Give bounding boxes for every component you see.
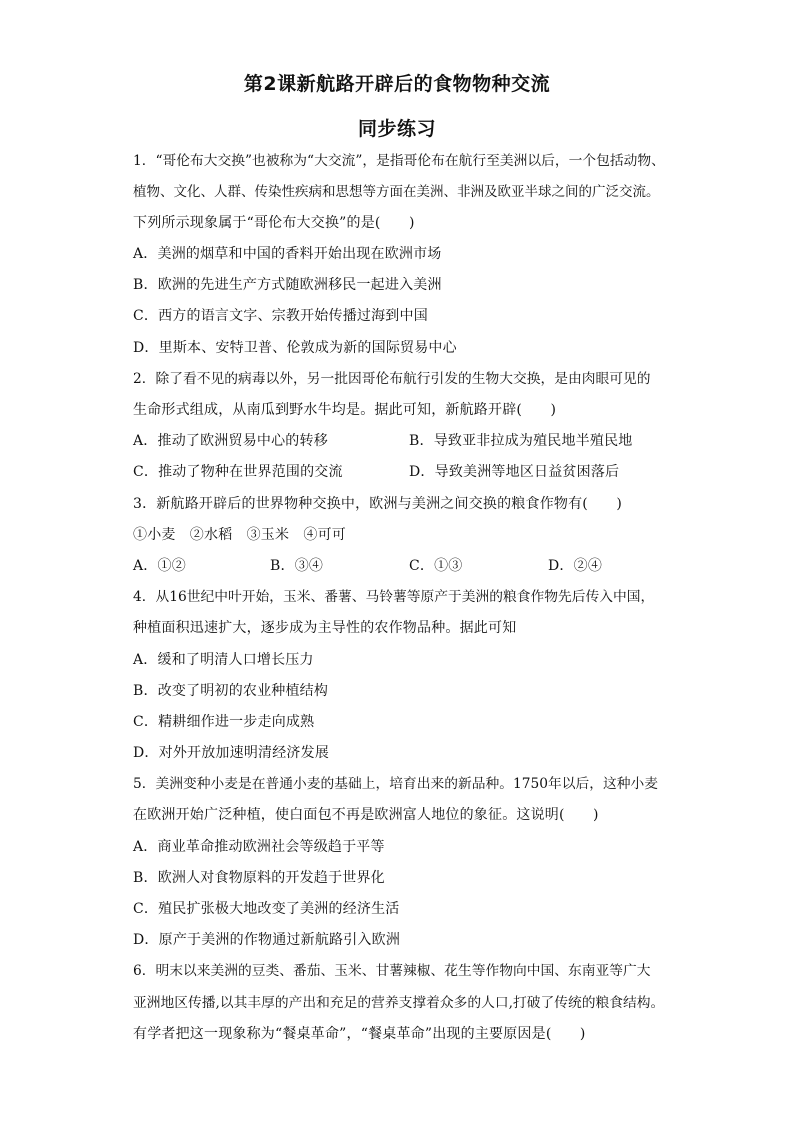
q1-option-d: D．里斯本、安特卫普、伦敦成为新的国际贸易中心 (133, 340, 457, 356)
q3-option-a: A．①② (133, 558, 186, 574)
q4-stem-line-2: 种植面积迅速扩大，逐步成为主导性的农作物品种。据此可知 (133, 620, 517, 636)
q5-option-c: C．殖民扩张极大地改变了美洲的经济生活 (133, 901, 400, 917)
q1-stem-line-1: 1．“哥伦布大交换”也被称为“大交流”，是指哥伦布在航行至美洲以后，一个包括动物、 (133, 153, 665, 169)
q2-stem-line-1: 2．除了看不见的病毒以外，另一批因哥伦布航行引发的生物大交换，是由肉眼可见的 (133, 371, 651, 387)
q6-stem-line-2: 亚洲地区传播,以其丰厚的产出和充足的营养支撑着众多的人口,打破了传统的粮食结构。 (133, 995, 665, 1011)
q1-option-c: C．西方的语言文字、宗教开始传播过海到中国 (133, 308, 428, 324)
q5-stem-line-1: 5．美洲变种小麦是在普通小麦的基础上，培育出来的新品种。1750年以后，这种小麦 (133, 776, 658, 792)
q3-option-c: C．①③ (409, 558, 463, 574)
q5-option-a: A．商业革命推动欧洲社会等级趋于平等 (133, 839, 385, 855)
q4-option-a: A．缓和了明清人口增长压力 (133, 652, 314, 668)
page-subtitle: 同步练习 (357, 118, 436, 140)
q5-option-b: B．欧洲人对食物原料的开发趋于世界化 (133, 870, 385, 886)
q6-stem-line-3: 有学者把这一现象称为“餐桌革命”，“餐桌革命”出现的主要原因是( ) (133, 1026, 586, 1042)
q3-option-b: B．③④ (270, 558, 324, 574)
q4-option-b: B．改变了明初的农业种植结构 (133, 683, 329, 699)
q5-option-d: D．原产于美洲的作物通过新航路引入欧洲 (133, 932, 401, 948)
q1-stem-line-3: 下列所示现象属于“哥伦布大交换”的是( ) (133, 215, 415, 231)
q4-stem-line-1: 4．从16世纪中叶开始，玉米、番薯、马铃薯等原产于美洲的粮食作物先后传入中国， (133, 589, 655, 605)
q2-option-b: B．导致亚非拉成为殖民地半殖民地 (409, 433, 633, 449)
q1-option-b: B．欧洲的先进生产方式随欧洲移民一起进入美洲 (133, 277, 442, 293)
q4-option-c: C．精耕细作进一步走向成熟 (133, 714, 315, 730)
page-title: 第2课新航路开辟后的食物物种交流 (243, 73, 551, 95)
q2-option-d: D．导致美洲等地区日益贫困落后 (409, 464, 620, 480)
q3-stem-line-2: ①小麦 ②水稻 ③玉米 ④可可 (133, 527, 346, 543)
q5-stem-line-2: 在欧洲开始广泛种植，使白面包不再是欧洲富人地位的象征。这说明( ) (133, 807, 599, 823)
q4-option-d: D．对外开放加速明清经济发展 (133, 745, 330, 761)
q2-option-c: C．推动了物种在世界范围的交流 (133, 464, 343, 480)
q1-option-a: A．美洲的烟草和中国的香料开始出现在欧洲市场 (133, 246, 442, 262)
q3-stem-line-1: 3．新航路开辟后的世界物种交换中，欧洲与美洲之间交换的粮食作物有( ) (133, 496, 623, 512)
q3-option-d: D．②④ (548, 558, 603, 574)
q2-stem-line-2: 生命形式组成，从南瓜到野水牛均是。据此可知，新航路开辟( ) (133, 402, 557, 418)
q6-stem-line-1: 6．明末以来美洲的豆类、番茄、玉米、甘薯辣椒、花生等作物向中国、东南亚等广大 (133, 963, 651, 979)
q1-stem-line-2: 植物、文化、人群、传染性疾病和思想等方面在美洲、非洲及欧亚半球之间的广泛交流。 (133, 184, 660, 200)
q2-option-a: A．推动了欧洲贸易中心的转移 (133, 433, 328, 449)
